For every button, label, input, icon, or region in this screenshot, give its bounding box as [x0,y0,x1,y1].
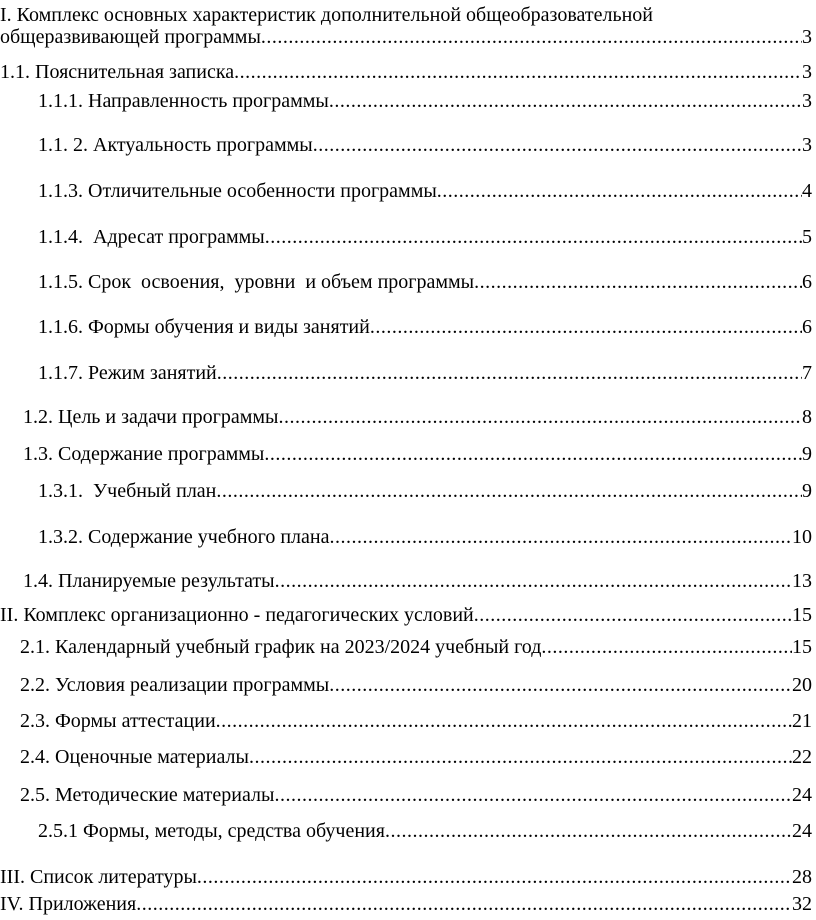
toc-entry[interactable] [0,61,812,83]
toc-entry-title: III. Список литературы [0,866,197,888]
toc-page-number: 7 [802,362,812,384]
toc-entry-title: 2.1. Календарный учебный график на 2023/2024 учебный год [20,636,542,658]
dot-leader [541,636,792,658]
toc-entry[interactable] [0,710,812,732]
dot-leader [217,362,802,384]
toc-page-number: 3 [802,134,812,156]
dot-leader [313,134,802,156]
toc-page-number: 24 [792,820,812,842]
toc-page-number: 32 [792,893,812,915]
toc-entry-title: 1.1.1. Направленность программы [38,90,329,112]
toc-entry[interactable] [0,570,812,592]
toc-entry-title: 1.3. Содержание программы [23,443,265,465]
toc-page-number: 20 [792,674,812,696]
dot-leader [274,784,792,806]
toc-entry-title: 1.1.5. Срок освоения, уровни и объем программы [38,271,475,293]
toc-entry[interactable] [0,784,812,806]
dot-leader [275,570,792,592]
toc-entry-title: 1.1.4. Адресат программы [38,226,265,248]
toc-entry[interactable] [0,443,812,465]
dot-leader [474,271,802,293]
dot-leader [329,674,792,696]
toc-entry-title: 1.2. Цель и задачи программы [23,406,279,428]
toc-page-number: 3 [802,26,812,48]
toc-entry[interactable] [0,636,812,658]
toc-entry[interactable] [0,866,812,888]
toc-entry-title: 1.4. Планируемые результаты [23,570,275,592]
dot-leader [261,26,802,48]
dot-leader [264,443,802,465]
toc-page-number: 4 [802,180,812,202]
toc-entry-title: 1.3.2. Содержание учебного плана [38,526,330,548]
toc-page-number: 10 [792,526,812,548]
dot-leader [278,406,802,428]
dot-leader [249,746,792,768]
toc-page-number: 6 [802,271,812,293]
toc-entry-title: 2.3. Формы аттестации [20,710,216,732]
toc-entry-title: 2.5. Методические материалы [20,784,275,806]
toc-page-number: 13 [792,570,812,592]
toc-page-number: 9 [802,443,812,465]
toc-entry-title: 2.5.1 Формы, методы, средства обучения [38,820,385,842]
dot-leader [265,226,802,248]
toc-page-number: 6 [802,316,812,338]
dot-leader [216,480,802,502]
toc-page-number: 8 [802,406,812,428]
toc-entry[interactable] [0,134,812,156]
dot-leader [136,893,792,915]
toc-entry[interactable] [0,90,812,112]
dot-leader [474,604,792,626]
dot-leader [370,316,802,338]
toc-page-number: 3 [802,61,812,83]
toc-entry[interactable] [0,180,812,202]
toc-entry-title: 1.1.7. Режим занятий [38,362,217,384]
dot-leader [437,180,802,202]
toc-page-number: 24 [792,784,812,806]
toc-entry[interactable] [0,406,812,428]
dot-leader [216,710,792,732]
toc-entry[interactable] [0,893,812,915]
toc-page-number: 28 [792,866,812,888]
toc-entry[interactable] [0,820,812,842]
toc-entry-title: 2.4. Оценочные материалы [20,746,249,768]
dot-leader [329,90,802,112]
toc-entry-title: 2.2. Условия реализации программы [20,674,330,696]
toc-entry-title: 1.1.6. Формы обучения и виды занятий [38,316,370,338]
toc-entry[interactable] [0,4,812,48]
toc-page-number: 9 [802,480,812,502]
toc-entry[interactable] [0,316,812,338]
toc-entry-title-line1: I. Комплекс основных характеристик дополнительной общеобразовательной [0,4,653,26]
toc-page-number: 22 [792,746,812,768]
toc-entry-title: 1.1.3. Отличительные особенности программы [38,180,437,202]
toc-entry-title: 1.1. 2. Актуальность программы [38,134,313,156]
dot-leader [234,61,802,83]
toc-entry-title: общеразвивающей программы [0,26,261,48]
toc-page-number: 15 [792,604,812,626]
toc-entry[interactable] [0,604,812,626]
toc-page-number: 3 [802,90,812,112]
toc-entry-title: 1.1. Пояснительная записка [0,61,235,83]
toc-entry[interactable] [0,526,812,548]
toc-page-number: 21 [792,710,812,732]
toc-entry[interactable] [0,746,812,768]
toc-entry[interactable] [0,362,812,384]
dot-leader [385,820,792,842]
toc-entry[interactable] [0,226,812,248]
toc-entry-title: IV. Приложения [0,893,137,915]
toc-page-number: 5 [802,226,812,248]
toc-entry-title: II. Комплекс организационно - педагогических условий [0,604,474,626]
toc-entry[interactable] [0,480,812,502]
dot-leader [329,526,792,548]
toc-entry-title: 1.3.1. Учебный план [38,480,217,502]
dot-leader [197,866,792,888]
toc-entry[interactable] [0,271,812,293]
toc-entry[interactable] [0,674,812,696]
toc-page-number: 15 [792,636,812,658]
